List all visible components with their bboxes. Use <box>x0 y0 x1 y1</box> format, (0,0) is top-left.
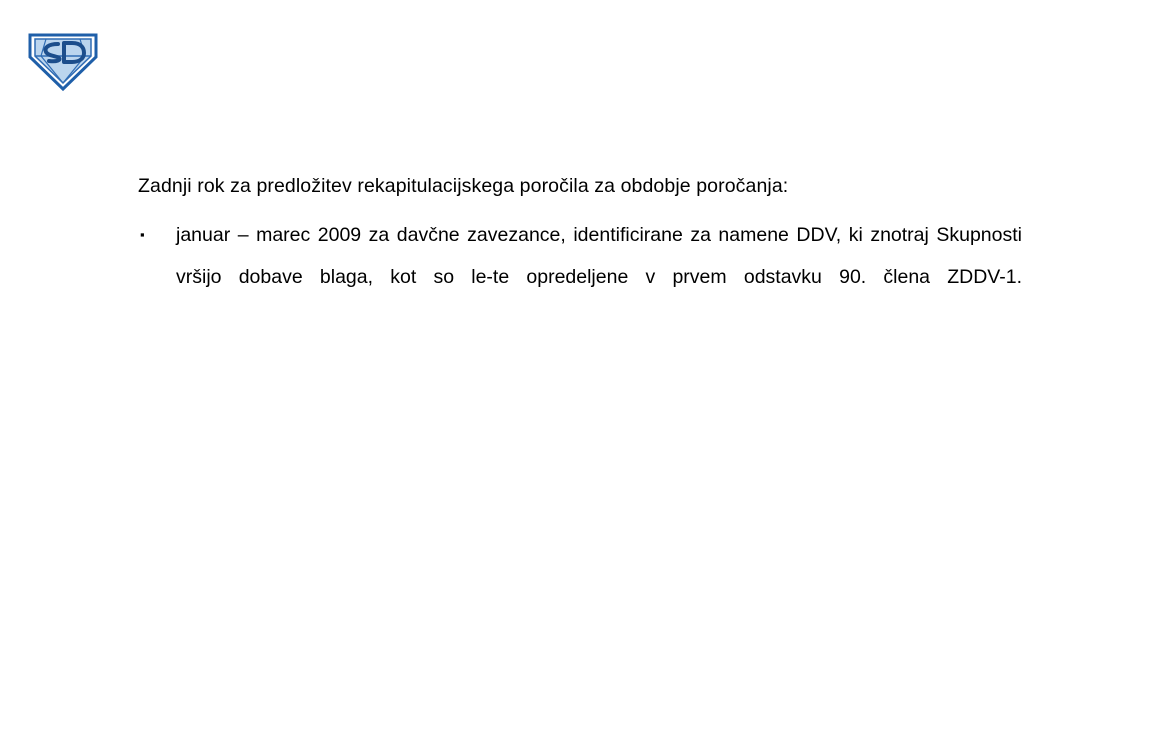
list-item <box>138 214 1022 340</box>
slide-body <box>138 172 1022 340</box>
square-bullet-icon: ▪ <box>140 227 145 242</box>
lead-paragraph: Zadnji rok za predložitev rekapitulacijskega poročila za obdobje poročanja: <box>138 175 789 197</box>
list-item-text: januar – marec 2009 za davčne zavezance, identificirane za namene DDV, ki znotraj Skupnosti vršijo dobave blaga, kot so le-te opredeljene v prvem odstavku 90. člena ZDDV-1. <box>176 224 1022 288</box>
bullet-list <box>138 214 1022 340</box>
sd-diamond-logo <box>24 31 102 93</box>
